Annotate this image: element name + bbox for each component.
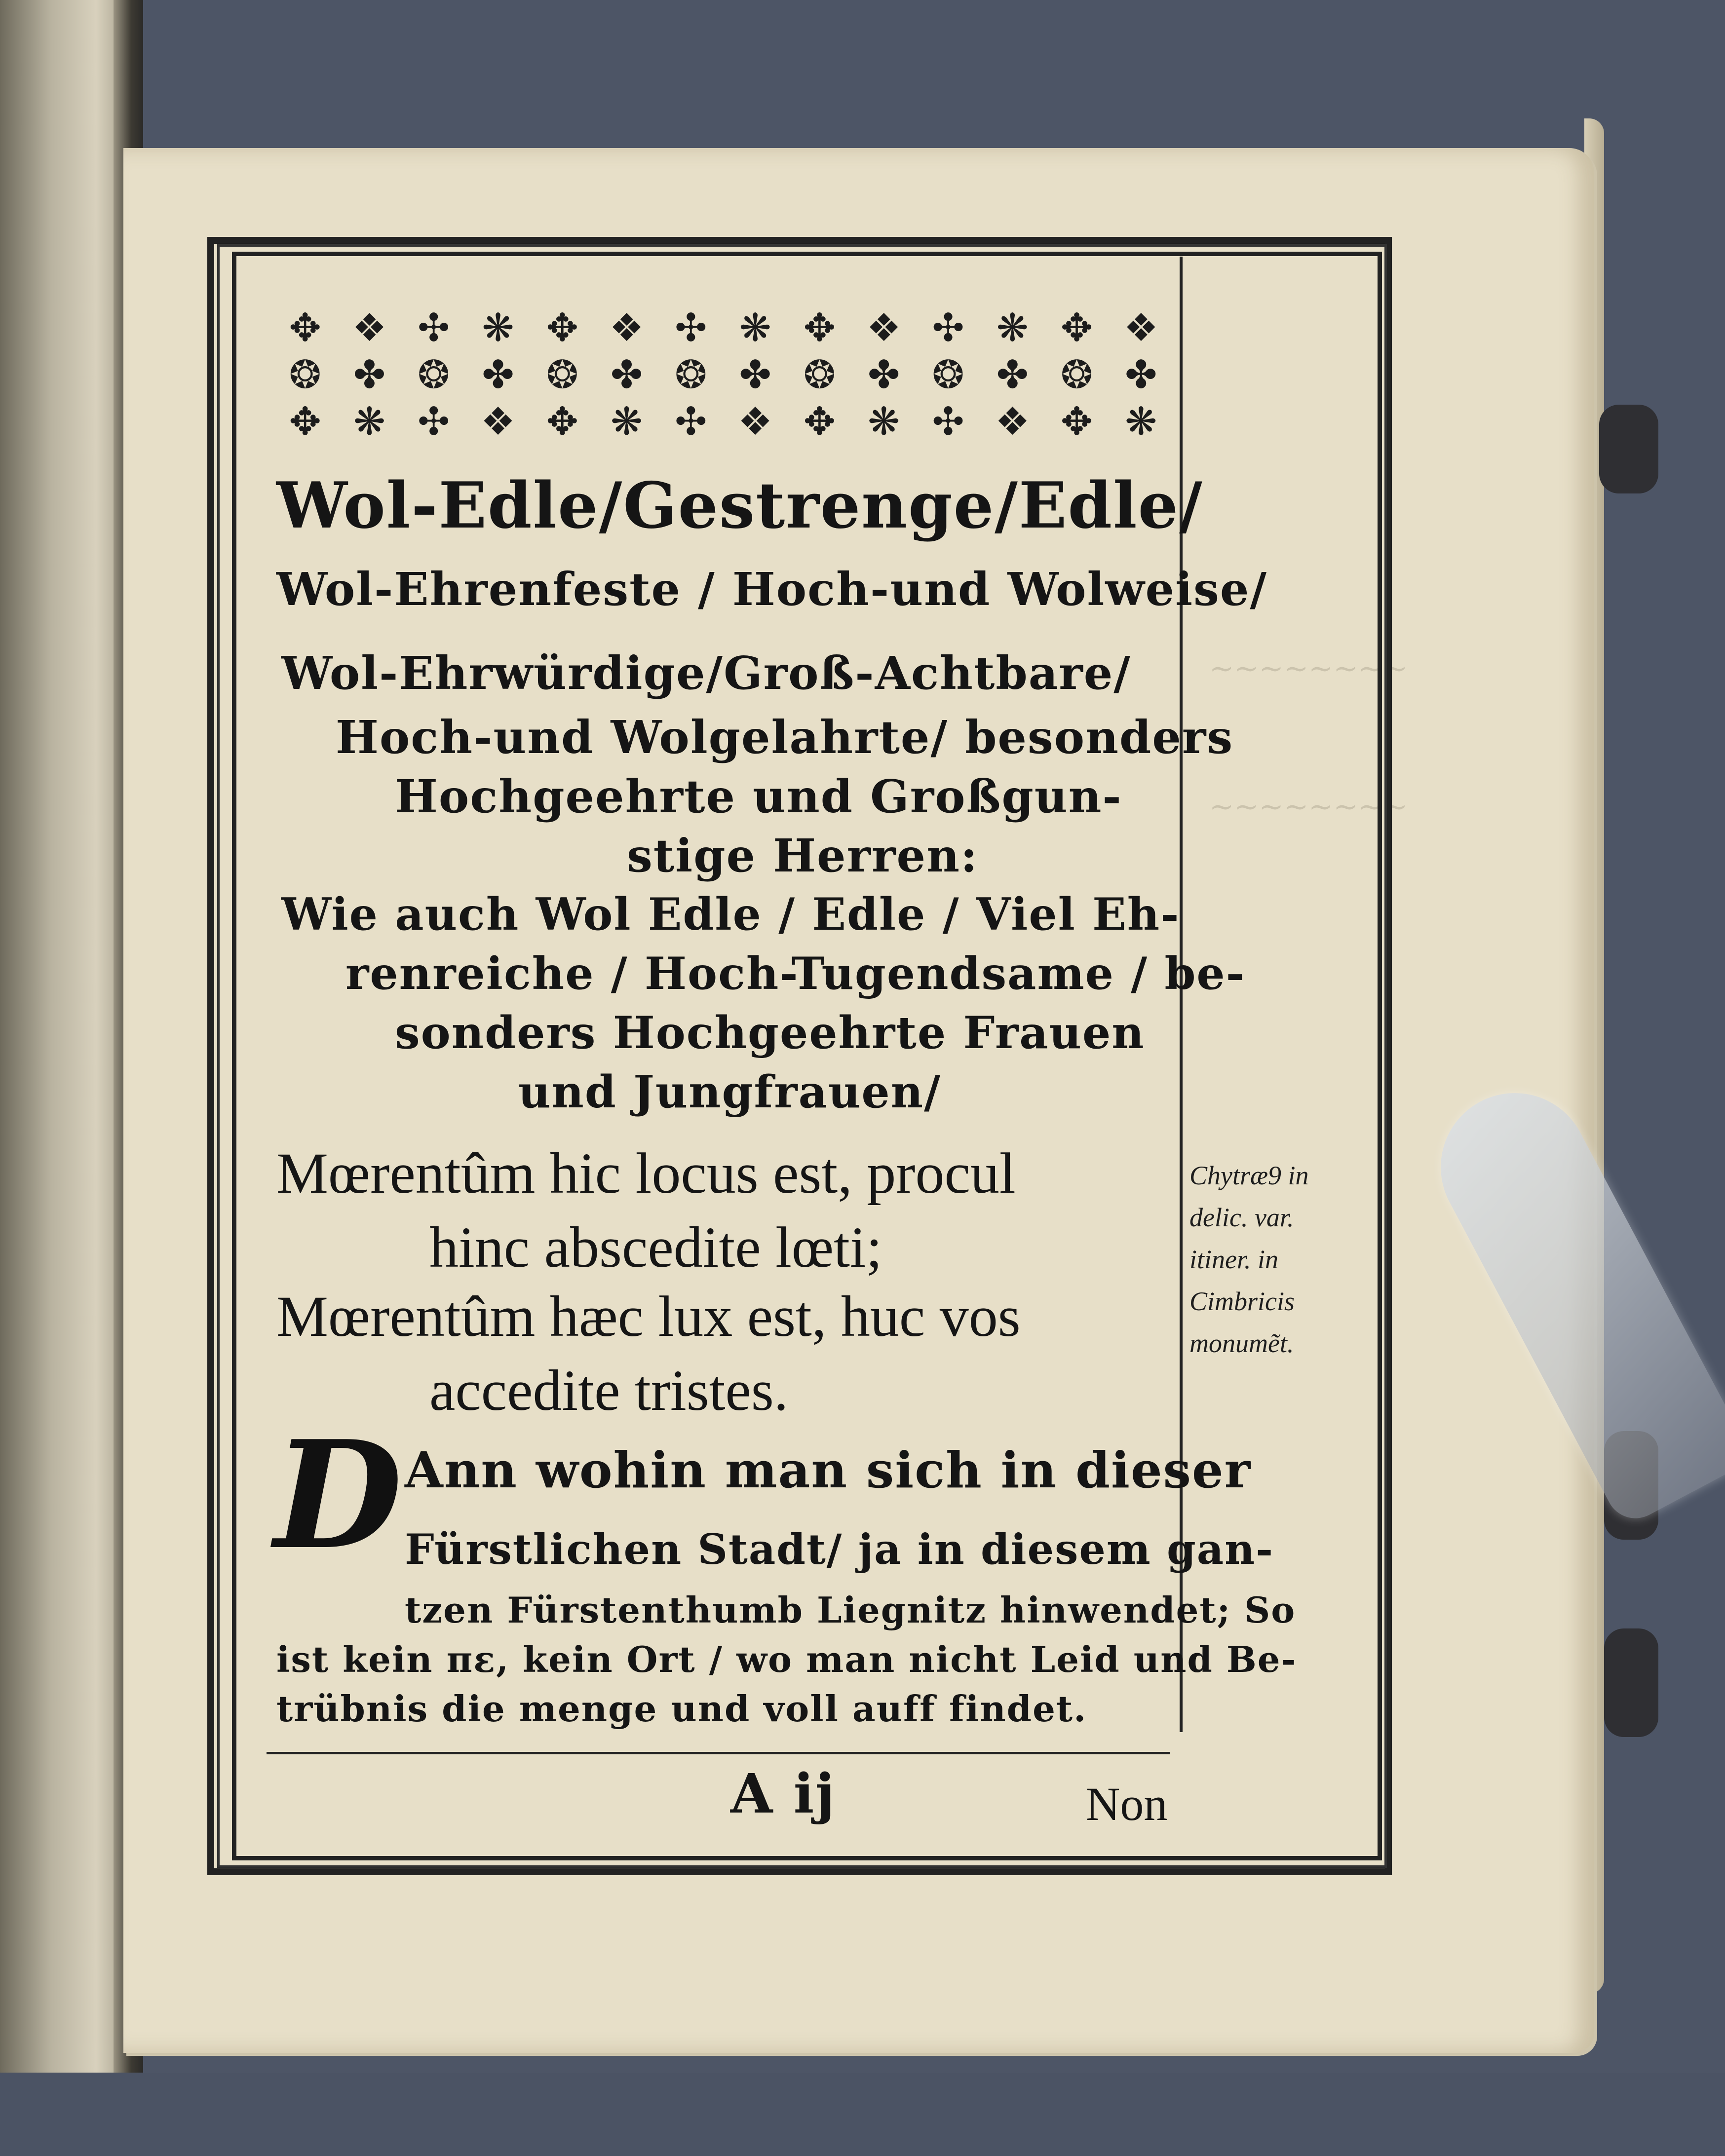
latin-verse-line: accedite tristes.	[429, 1358, 789, 1423]
ornament-glyph: ✣	[418, 306, 450, 351]
show-through-text: ~~~~~~~~	[1209, 790, 1408, 824]
catchword: Non	[1086, 1778, 1168, 1830]
marginal-note	[1189, 1155, 1309, 1364]
ornament-glyph: ✤	[610, 352, 643, 397]
binding-clip-top	[1599, 405, 1658, 493]
ornament-glyph: ✥	[803, 306, 836, 351]
ornament-glyph: ❋	[482, 306, 514, 351]
address-line: renreiche / Hoch-Tugendsame / be-	[345, 947, 1246, 1000]
ornament-glyph: ❋	[868, 399, 900, 444]
ornament-glyph: ✤	[739, 352, 771, 397]
ornament-glyph: ❖	[866, 306, 901, 351]
ornament-glyph: ❂	[803, 352, 836, 397]
ornament-glyph: ❋	[610, 399, 643, 444]
ornament-glyph: ✥	[546, 399, 578, 444]
ornament-glyph: ❖	[481, 399, 515, 444]
ornament-glyph: ❖	[995, 399, 1030, 444]
body-line: trübnis die menge und voll auff findet.	[276, 1688, 1087, 1730]
ornamental-headpiece	[274, 306, 1172, 444]
marginal-note-line: Cimbricis	[1189, 1286, 1295, 1316]
drop-cap: D	[274, 1408, 403, 1582]
address-line: Hoch-und Wolgelahrte/ besonders	[336, 711, 1234, 764]
ornament-glyph: ✥	[1060, 306, 1093, 351]
ornament-glyph: ✣	[675, 399, 707, 444]
background-blanket	[0, 2073, 1725, 2156]
body-line: Ann wohin man sich in dieser	[405, 1441, 1252, 1499]
address-line: und Jungfrauen/	[518, 1066, 941, 1118]
ornament-glyph: ❂	[289, 352, 321, 397]
show-through-text: ~~~~~~~~	[1209, 651, 1408, 686]
marginal-note-line: monumẽt.	[1189, 1328, 1294, 1358]
ornament-glyph: ✣	[932, 306, 964, 351]
latin-verse-line: hinc abscedite lœti;	[429, 1215, 882, 1280]
address-line: Wol-Ehrenfeste / Hoch-und Wolweise/	[276, 563, 1268, 616]
ornament-glyph: ✤	[353, 352, 386, 397]
ornament-glyph: ❂	[675, 352, 707, 397]
address-line: Wol-Ehrwürdige/Groß-Achtbare/	[281, 646, 1131, 700]
ornament-glyph: ✥	[289, 399, 321, 444]
signature-mark: A ij	[730, 1762, 836, 1825]
title-line: Wol-Edle/Gestrenge/Edle/	[276, 469, 1203, 543]
ornament-glyph: ✤	[482, 352, 514, 397]
address-line: stige Herren:	[627, 829, 978, 882]
latin-verse-line: Mœrentûm hæc lux est, huc vos	[276, 1284, 1021, 1349]
latin-verse-line: Mœrentûm hic locus est, procul	[276, 1141, 1016, 1206]
marginal-note-line: delic. var.	[1189, 1203, 1294, 1232]
body-line: tzen Fürstenthumb Liegnitz hinwendet; So	[405, 1589, 1296, 1631]
ornament-glyph: ✣	[932, 399, 964, 444]
address-line: Hochgeehrte und Großgun-	[395, 770, 1122, 823]
ornament-glyph: ✤	[996, 352, 1029, 397]
ornament-glyph: ❖	[609, 306, 644, 351]
ornament-glyph: ❂	[932, 352, 964, 397]
ornament-glyph: ❖	[1123, 306, 1158, 351]
marginal-note-line: itiner. in	[1189, 1245, 1279, 1274]
ornament-glyph: ✣	[675, 306, 707, 351]
left-page	[0, 0, 128, 2156]
ornament-glyph: ✥	[546, 306, 578, 351]
ornament-glyph: ❖	[352, 306, 387, 351]
address-line: Wie auch Wol Edle / Edle / Viel Eh-	[281, 888, 1180, 941]
bottom-rule	[267, 1752, 1170, 1754]
ornament-glyph: ✥	[803, 399, 836, 444]
ornament-glyph: ✤	[1125, 352, 1157, 397]
ornament-glyph: ❂	[1060, 352, 1093, 397]
ornament-glyph: ❖	[738, 399, 773, 444]
ornament-glyph: ✥	[289, 306, 321, 351]
ornament-glyph: ❂	[546, 352, 578, 397]
body-line: Fürstlichen Stadt/ ja in diesem gan-	[405, 1525, 1274, 1574]
ornament-glyph: ❋	[1125, 399, 1157, 444]
address-line: sonders Hochgeehrte Frauen	[395, 1007, 1145, 1059]
ornament-glyph: ❋	[353, 399, 386, 444]
ornament-glyph: ✥	[1060, 399, 1093, 444]
ornament-glyph: ✤	[868, 352, 900, 397]
ornament-glyph: ✣	[418, 399, 450, 444]
ornament-glyph: ❋	[996, 306, 1029, 351]
body-line: ist kein πε, kein Ort / wo man nicht Leid und Be-	[276, 1638, 1297, 1680]
ornament-glyph: ❂	[418, 352, 450, 397]
marginal-note-line: Chytræ9 in	[1189, 1161, 1309, 1190]
binding-clip-bottom	[1604, 1628, 1658, 1737]
ornament-glyph: ❋	[739, 306, 771, 351]
